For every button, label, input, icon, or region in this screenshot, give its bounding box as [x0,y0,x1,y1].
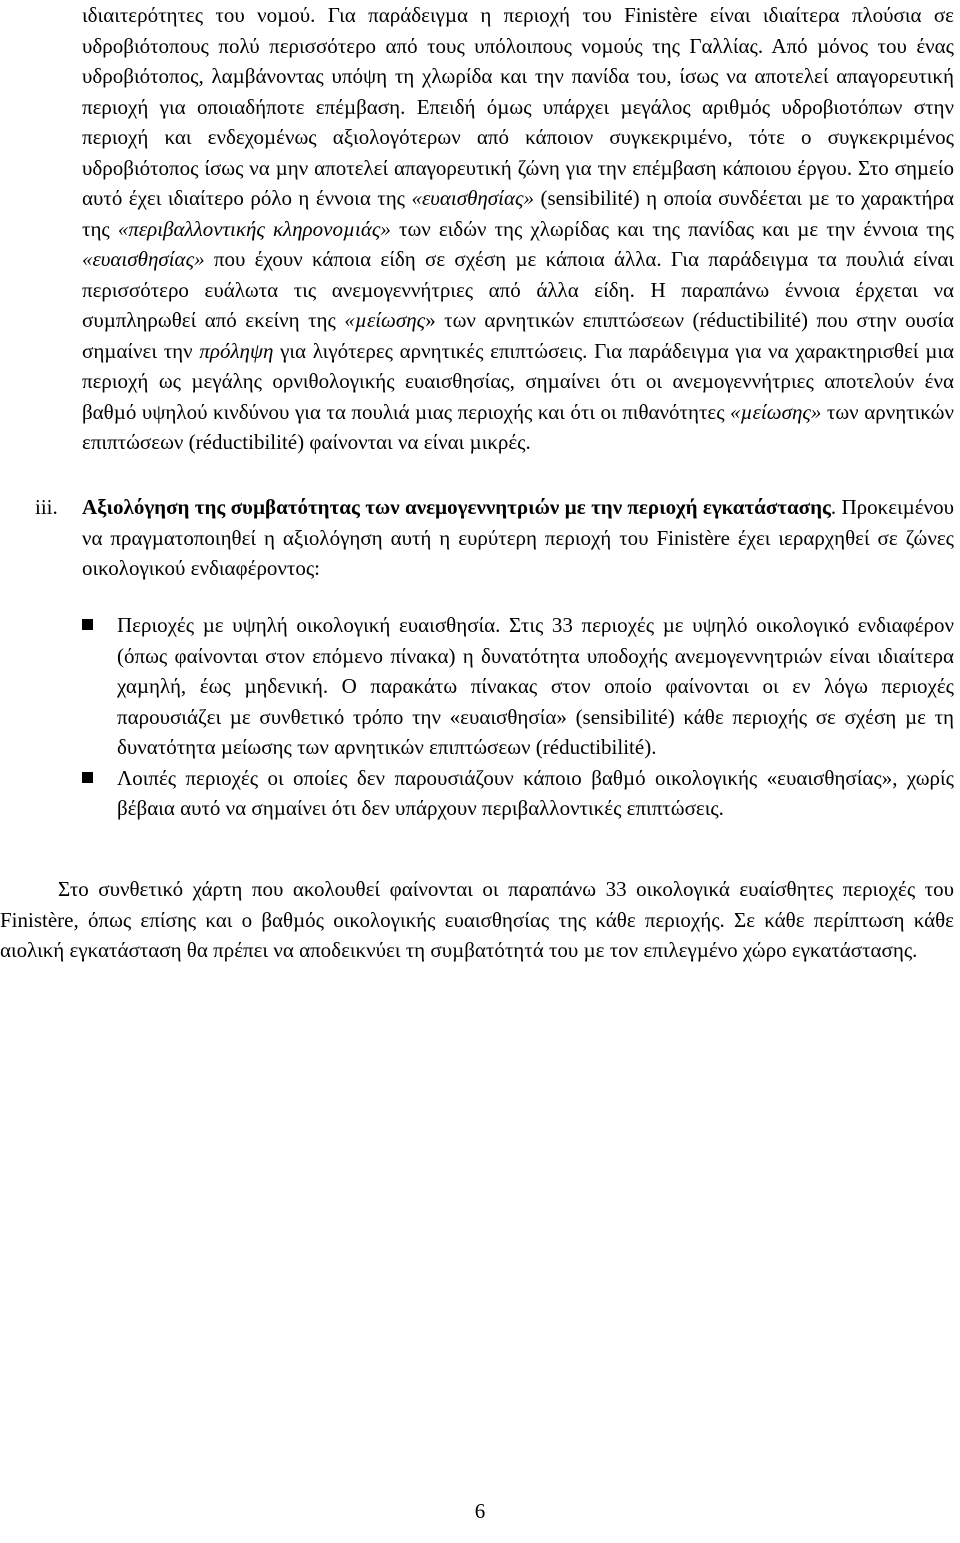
italic-term: «µείωσης» [730,399,822,424]
closing-paragraph [0,874,954,966]
italic-term: «ευαισθησίας» [82,247,205,271]
italic-term: «περιβαλλοντικής κληρονοµιάς» [117,216,391,241]
bullet-text: Περιοχές µε υψηλή οικολογική ευαισθησία. Στις 33 περιοχές µε υψηλό οικολογικό ενδιαφέρον (όπως φαίνονται στον επόµενο πίνακα) η δυνατότητα υποδοχής ανεµογεννητριών είναι ιδιαίτερα χαµηλή, έως µηδενική. Ο παρακάτω πίνακας στον οποίο φαίνονται οι εν λόγω περιοχές παρουσιάζει µε συνθετικό τρόπο την «ευαισθησία» (sensibilité) κάθε περιοχής σε σχέση µε τη δυνατότητα µείωσης των αρνητικών επιπτώσεων (réductibilité). [117,613,954,759]
intro-paragraph-text [82,0,954,458]
italic-term: πρόληψη [199,338,274,363]
section-iii-text [82,492,954,584]
text-segment: των αρνητικών επιπτώσεων (réductibilité) που στην ουσία σηµαίνει την [82,308,955,363]
text-segment: » [425,308,436,332]
section-iii-body [82,492,954,584]
list-item [0,763,954,824]
italic-term: «ευαισθησίας» [411,186,535,210]
text-segment: . Προκειµένου να πραγµατοποιηθεί η αξιολόγηση αυτή η ευρύτερη περιοχή του Finistère έχει ιεραρχηθεί σε ζώνες οικολογικού ενδιαφέροντος: [82,495,954,580]
text-segment: που έχουν κάποια είδη σε σχέση µε κάποια άλλα. Για παράδειγµα τα πουλιά είναι περισσότερο ευάλωτα τις ανεµογεννήτριες από άλλα είδη. Η παραπάνω έννοια έρχεται να συµπληρωθεί από εκείνη της [82,247,954,332]
italic-term: « [344,308,355,332]
text-segment: για λιγότερες αρνητικές επιπτώσεις. Για παράδειγµα για να χαρακτηρισθεί µια περιοχή ως µεγάλης ορνιθολογικής ευαισθησίας, σηµαίνει ότι οι ανεµογεννήτριες αποτελούν ένα βαθµό υψηλού κινδύνου για τα πουλιά µιας περιοχής και ότι οι πιθανότητες [82,338,955,424]
closing-paragraph-text: Στο συνθετικό χάρτη που ακολουθεί φαίνονται οι παραπάνω 33 οικολογικά ευαίσθητες περιοχές του Finistère, όπως επίσης και ο βαθµός οικολογικής ευαισθησίας της κάθε περιοχής. Σε κάθε περίπτωση κάθε αιολική εγκατάσταση θα πρέπει να αποδεικνύει τη συµβατότητά του µε τον επιλεγµένο χώρο εγκατάστασης. [0,877,954,962]
section-iii-heading: Αξιολόγηση της συµβατότητας των ανεµογεννητριών µε την περιοχή εγκατάστασης [82,495,831,519]
bullet-text: Λοιπές περιοχές οι οποίες δεν παρουσιάζουν κάποιο βαθµό οικολογικής «ευαισθησίας», χωρίς βέβαια αυτό να σηµαίνει ότι δεν υπάρχουν περιβαλλοντικές επιπτώσεις. [117,765,954,820]
list-item [0,610,954,763]
text-segment: των αρνητικών επιπτώσεων (réductibilité) φαίνονται να είναι µικρές. [82,399,954,454]
page-number: 6 [474,1499,486,1523]
text-segment: ιδιαιτερότητες του νοµού. Για παράδειγµα η περιοχή του Finistère είναι ιδιαίτερα πλούσια σε υδροβιότοπους πολύ περισσότερο από τους υπόλοιπους νοµούς της Γαλλίας. Από µόνος του ένας υδροβιότοπος, λαµβάνοντας υπόψη τη χλωρίδα και την πανίδα του, ίσως να αποτελεί απαγορευτική περιοχή για οποιαδήποτε επέµβαση. Επειδή όµως υπάρχει µεγάλος αριθµός υδροβιοτόπων στην περιοχή και ενδεχοµένως αξιολογότερων από κάποιον συγκεκριµένο, τότε ο συγκεκριµένος υδροβιότοπος ίσως να µην αποτελεί απαγορευτική ζώνη για την επέµβαση κάποιου έργου. Στο σηµείο αυτό έχει ιδιαίτερο ρόλο η έννοια της [82,3,954,210]
intro-paragraph [82,0,954,458]
square-bullet-icon [82,772,93,783]
text-segment: (sensibilité) η οποία συνδέεται µε το χαρακτήρα της [82,186,955,241]
italic-term: µείωσης [354,308,426,332]
square-bullet-icon [82,619,93,630]
text-segment: των ειδών της χλωρίδας και της πανίδας και µε την έννοια της [390,216,954,241]
section-iii-label: iii. [35,495,58,519]
bullet-list [0,610,954,824]
